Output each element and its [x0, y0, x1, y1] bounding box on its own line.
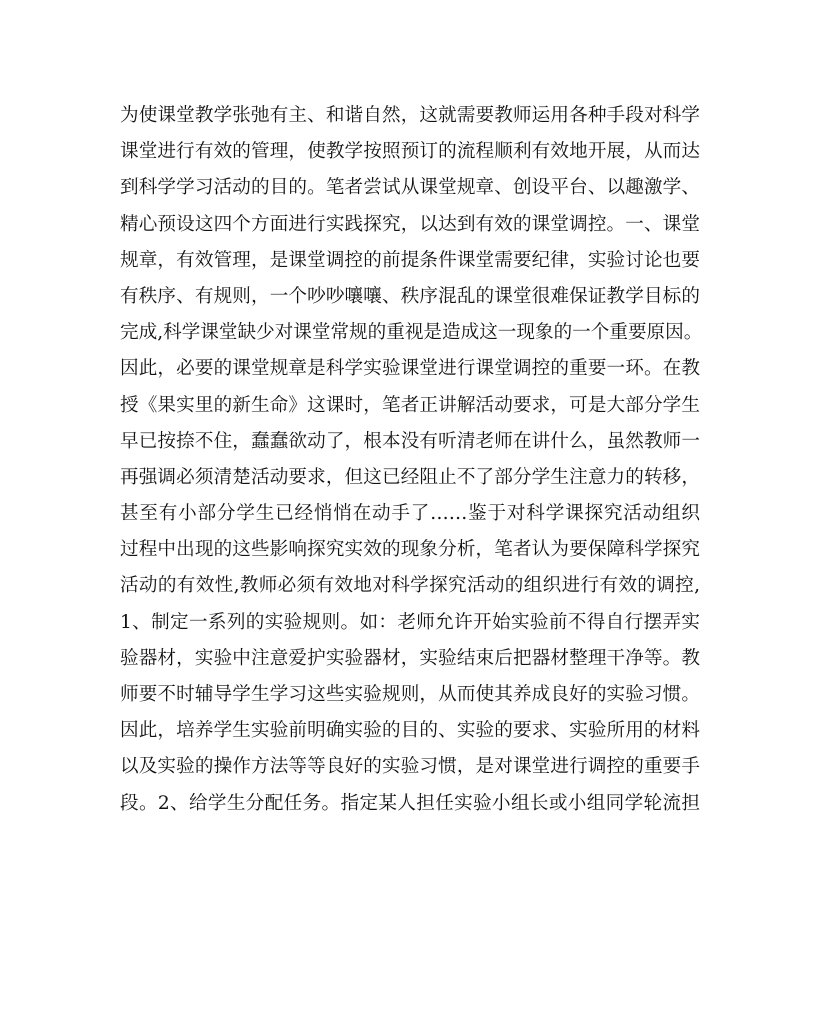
text-line: 甚至有小部分学生已经悄悄在动手了……鉴于对科学课探究活动组织 — [120, 503, 700, 525]
text-line: 精心预设这四个方面进行实践探究，以达到有效的课堂调控。一、课堂 — [120, 213, 700, 235]
text-line: 过程中出现的这些影响探究实效的现象分析，笔者认为要保障科学探究 — [120, 539, 700, 561]
text-line: 课堂进行有效的管理，使教学按照预订的流程顺利有效地开展，从而达 — [120, 141, 700, 163]
text-line: 师要不时辅导学生学习这些实验规则，从而使其养成良好的实验习惯。 — [120, 684, 700, 705]
text-line: 授《果实里的新生命》这课时，笔者正讲解活动要求，可是大部分学生 — [120, 394, 700, 416]
text-line: 活动的有效性,教师必须有效地对科学探究活动的组织进行有效的调控, — [120, 575, 700, 597]
text-line: 验器材，实验中注意爱护实验器材，实验结束后把器材整理干净等。教 — [120, 647, 700, 669]
body-text — [120, 98, 703, 822]
text-line: 为使课堂教学张弛有主、和谐自然，这就需要教师运用各种手段对科学 — [120, 105, 700, 126]
text-line: 1、制定一系列的实验规则。如：老师允许开始实验前不得自行摆弄实 — [120, 611, 700, 633]
text-line: 段。2、给学生分配任务。指定某人担任实验小组长或小组同学轮流担 — [120, 792, 700, 814]
text-line: 因此，培养学生实验前明确实验的目的、实验的要求、实验所用的材料 — [120, 720, 700, 742]
text-line: 有秩序、有规则，一个吵吵嚷嚷、秩序混乱的课堂很难保证教学目标的 — [120, 285, 700, 307]
text-line: 到科学学习活动的目的。笔者尝试从课堂规章、创设平台、以趣激学、 — [120, 177, 700, 199]
text-line: 以及实验的操作方法等等良好的实验习惯，是对课堂进行调控的重要手 — [120, 756, 700, 778]
text-line: 因此，必要的课堂规章是科学实验课堂进行课堂调控的重要一环。在教 — [120, 358, 700, 380]
text-line: 再强调必须清楚活动要求，但这已经阻止不了部分学生注意力的转移， — [120, 466, 700, 488]
text-line: 规章，有效管理，是课堂调控的前提条件课堂需要纪律，实验讨论也要 — [120, 249, 700, 271]
text-line: 早已按捺不住，蠢蠢欲动了，根本没有听清老师在讲什么，虽然教师一 — [120, 430, 700, 452]
text-line: 完成,科学课堂缺少对课堂常规的重视是造成这一现象的一个重要原因。 — [120, 322, 703, 344]
